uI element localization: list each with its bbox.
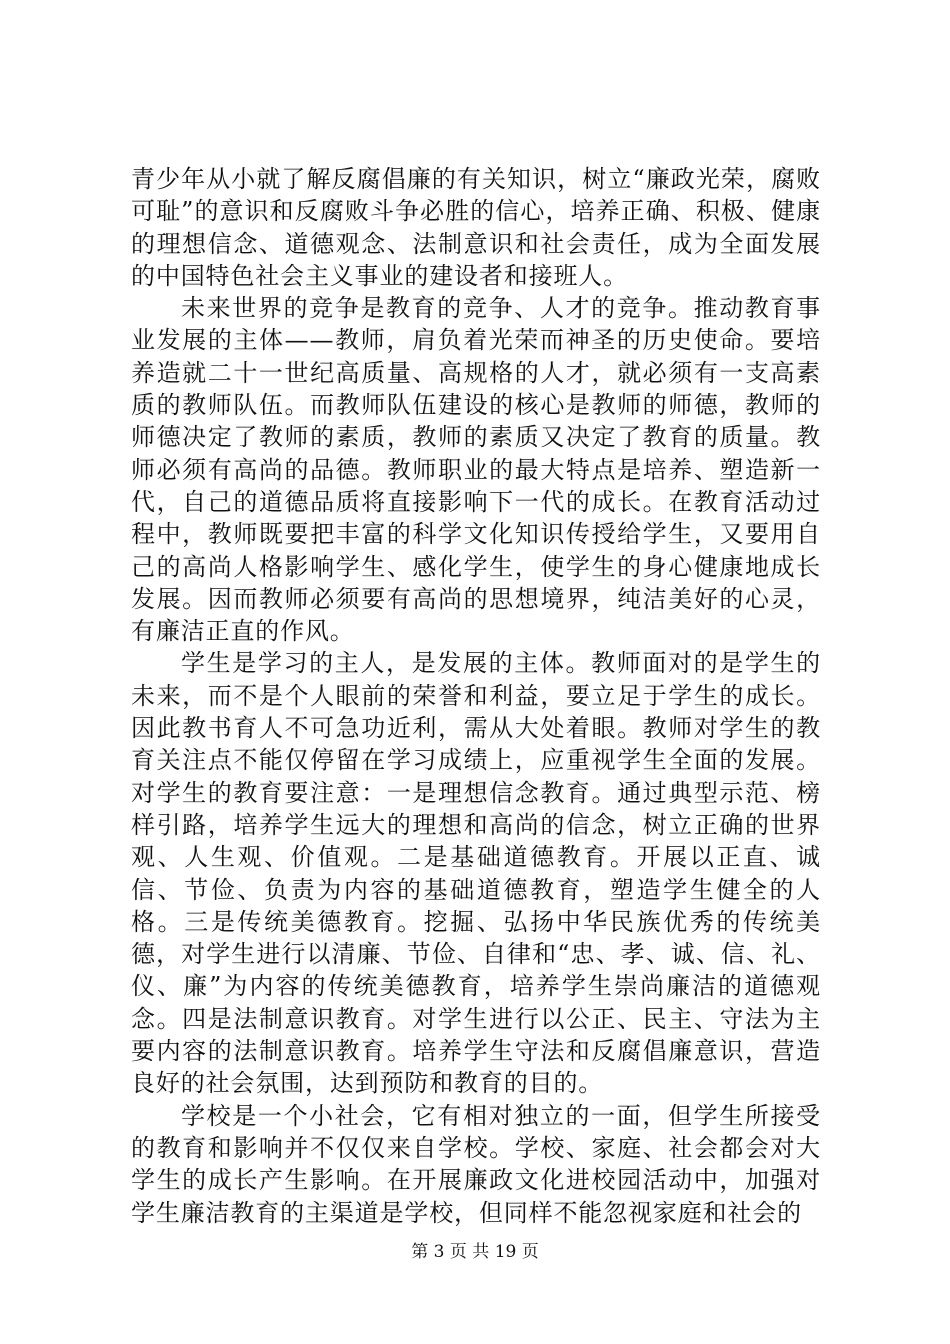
- paragraph-continuation: 青少年从小就了解反腐倡廉的有关知识，树立“廉政光荣，腐败可耻”的意识和反腐败斗争必胜的信心，培养正确、积极、健康的理想信念、道德观念、法制意识和社会责任，成为全面发展的中国特色社会主义事业的建设者和接班人。: [131, 165, 821, 290]
- document-body: [131, 163, 821, 1229]
- paragraph-teachers: 未来世界的竞争是教育的竞争、人才的竞争。推动教育事业发展的主体——教师，肩负着光荣而神圣的历史使命。要培养造就二十一世纪高质量、高规格的人才，就必须有一支高素质的教师队伍。而教师队伍建设的核心是教师的师德，教师的师德决定了教师的素质，教师的素质又决定了教育的质量。教师必须有高尚的品德。教师职业的最大特点是培养、塑造新一代，自己的道德品质将直接影响下一代的成长。在教育活动过程中，教师既要把丰富的科学文化知识传授给学生，又要用自己的高尚人格影响学生、感化学生，使学生的身心健康地成长发展。因而教师必须要有高尚的思想境界，纯洁美好的心灵，有廉洁正直的作风。: [131, 294, 821, 646]
- page-number-footer: 第 3 页 共 19 页: [411, 1242, 539, 1262]
- paragraph-school: 学校是一个小社会，它有相对独立的一面，但学生所接受的教育和影响并不仅仅来自学校。学校、家庭、社会都会对大学生的成长产生影响。在开展廉政文化进校园活动中，加强对学生廉洁教育的主渠道是学校，但同样不能忽视家庭和社会的: [131, 1101, 821, 1227]
- paragraph-students: 学生是学习的主人，是发展的主体。教师面对的是学生的未来，而不是个人眼前的荣誉和利益，要立足于学生的成长。因此教书育人不可急功近利，需从大处着眼。教师对学生的教育关注点不能仅停留在学习成绩上，应重视学生全面的发展。对学生的教育要注意：一是理想信念教育。通过典型示范、榜样引路，培养学生远大的理想和高尚的信念，树立正确的世界观、人生观、价值观。二是基础道德教育。开展以正直、诚信、节俭、负责为内容的基础道德教育，塑造学生健全的人格。三是传统美德教育。挖掘、弘扬中华民族优秀的传统美德，对学生进行以清廉、节俭、自律和“忠、孝、诚、信、礼、仪、廉”为内容的传统美德教育，培养学生崇尚廉洁的道德观念。四是法制意识教育。对学生进行以公正、民主、守法为主要内容的法制意识教育。培养学生守法和反腐倡廉意识，营造良好的社会氛围，达到预防和教育的目的。: [131, 649, 821, 1098]
